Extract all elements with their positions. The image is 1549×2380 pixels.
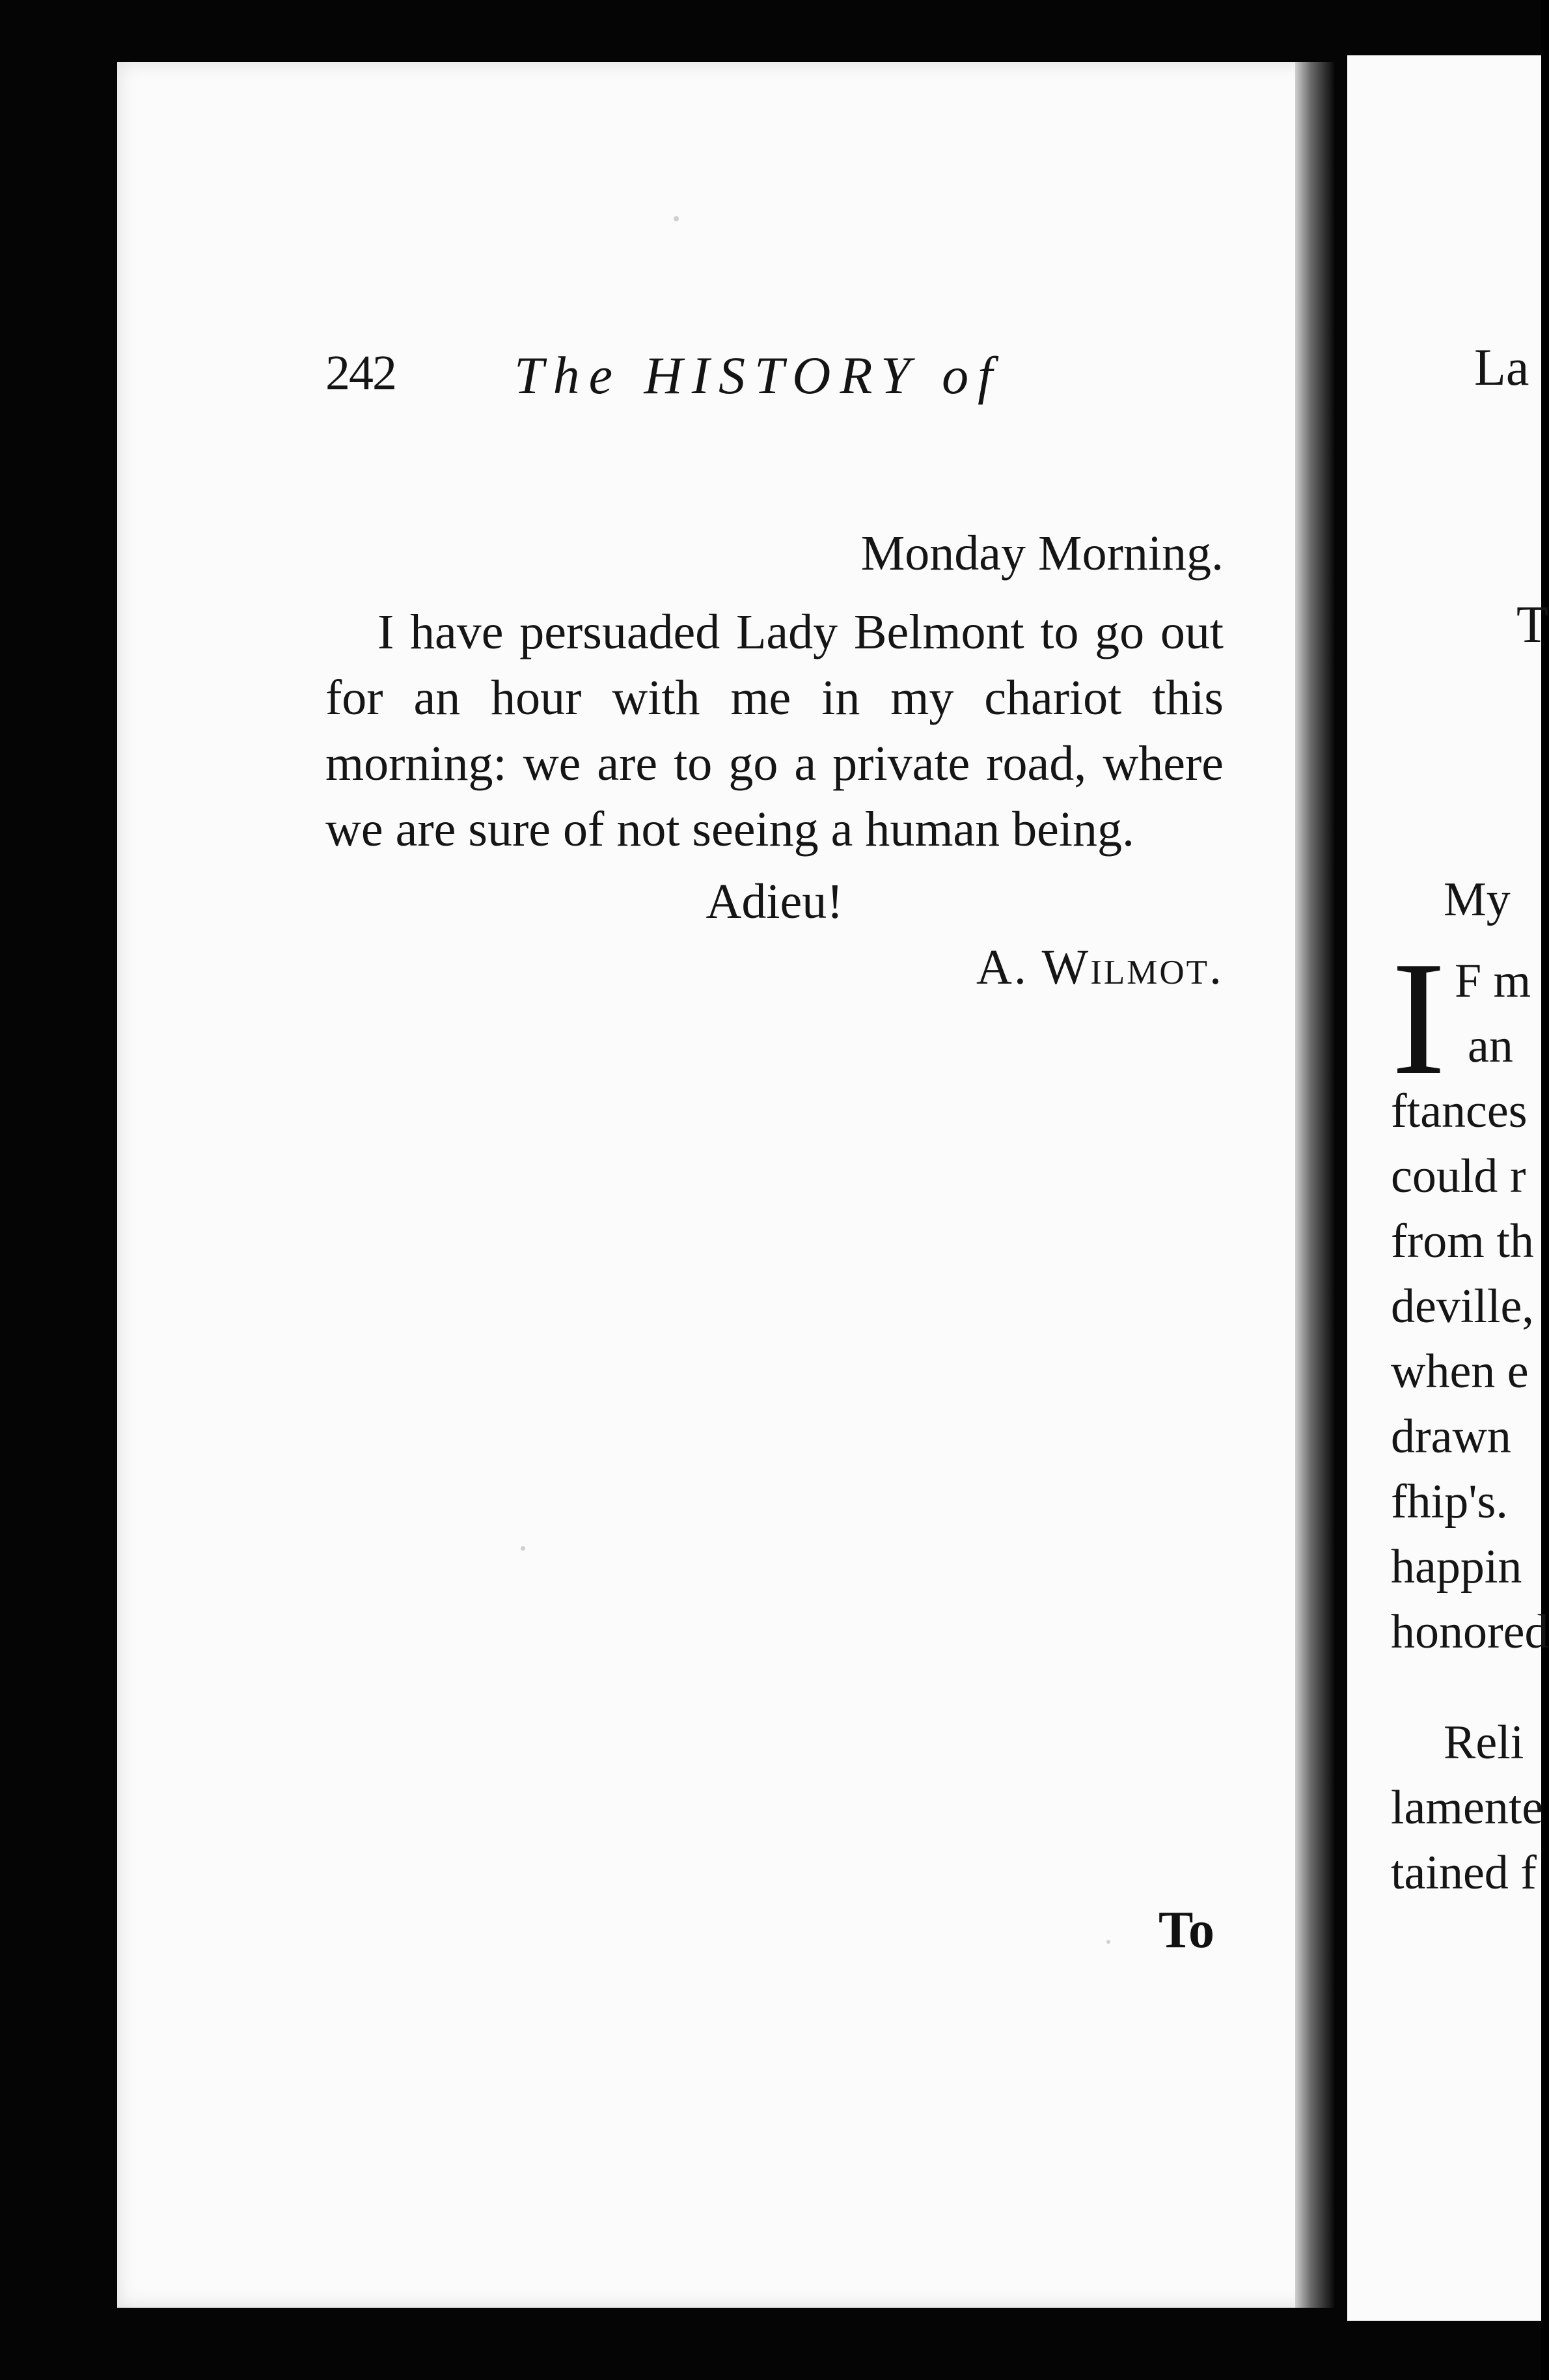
- paper-speck: [521, 1546, 525, 1551]
- signature: A. Wilmot.: [976, 940, 1224, 995]
- right-line-9: fhip's.: [1391, 1475, 1508, 1529]
- right-line-4: could r: [1391, 1150, 1526, 1203]
- right-heading-fragment: T: [1516, 596, 1548, 654]
- right-running-head: La: [1474, 339, 1529, 396]
- drop-cap: I: [1391, 928, 1446, 1109]
- letter-paragraph: I have persuaded Lady Belmont to go out for an hour with me in my chariot this morning: we are to go a private road, where we are sure of not seeing a human being.: [325, 605, 1224, 857]
- catchword: To: [1158, 1902, 1215, 1959]
- right-para2-line-1: Reli: [1444, 1716, 1524, 1769]
- right-line-6: deville,: [1391, 1280, 1534, 1333]
- closing: Adieu!: [706, 874, 843, 929]
- page-number: 242: [325, 346, 396, 400]
- right-line-3: ftances: [1391, 1085, 1528, 1138]
- right-salutation: My: [1444, 873, 1511, 926]
- right-line-11: honored: [1391, 1605, 1549, 1659]
- running-head: [325, 345, 1237, 410]
- right-line-2: an: [1468, 1019, 1513, 1073]
- right-line-8: drawn: [1391, 1410, 1511, 1463]
- book-gutter: [1295, 62, 1334, 2308]
- letter-body: [325, 521, 1224, 1001]
- right-line-10: happin: [1391, 1540, 1522, 1594]
- right-line-7: when e: [1391, 1345, 1529, 1398]
- right-line-1: F m: [1455, 954, 1531, 1008]
- running-title: The HISTORY of: [514, 346, 1002, 405]
- paper-speck: [1106, 1940, 1110, 1944]
- paper-speck: [674, 216, 679, 221]
- dateline: Monday Morning.: [860, 526, 1224, 581]
- right-para2-line-3: tained f: [1391, 1846, 1537, 1900]
- right-para2-line-2: lamente: [1391, 1781, 1544, 1834]
- right-line-5: from th: [1391, 1215, 1534, 1268]
